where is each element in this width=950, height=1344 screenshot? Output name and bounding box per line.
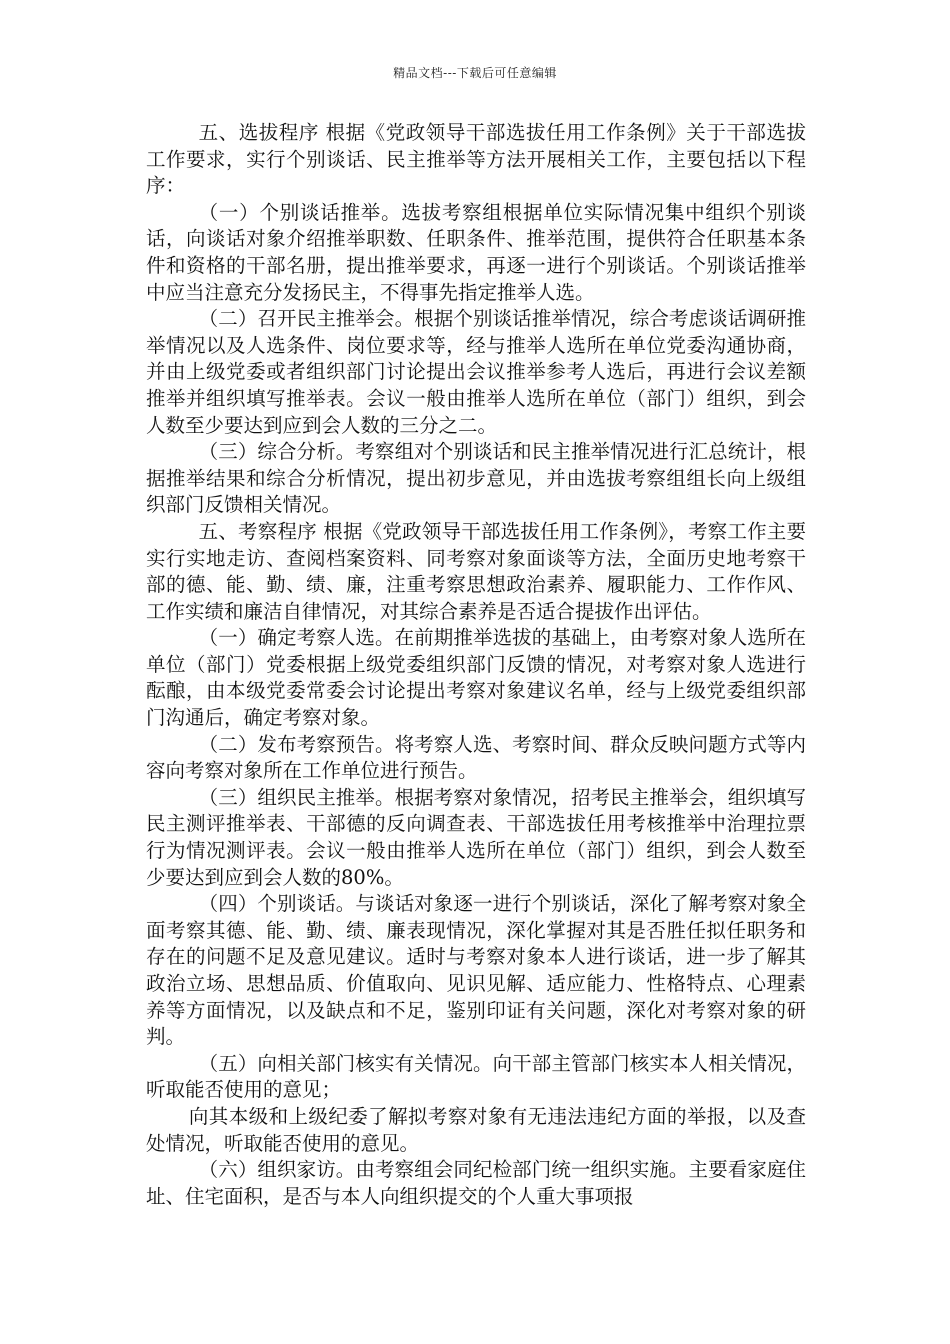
paragraph: 五、考察程序 根据《党政领导干部选拔任用工作条例》，考察工作主要实行实地走访、查阅档案资料、同考察对象面谈等方法，全面历史地考察干部的德、能、勤、绩、廉，注重考察思想政治素养、履职能力、工作作风、工作实绩和廉洁自律情况，对其综合素养是否适合提拔作出评估。 — [146, 519, 806, 623]
paragraph: （一）确定考察人选。在前期推举选拔的基础上，由考察对象人选所在单位（部门）党委根据上级党委组织部门反馈的情况，对考察对象人选进行酝酿，由本级党委常委会讨论提出考察对象建议名单，经与上级党委组织部门沟通后，确定考察对象。 — [146, 626, 806, 730]
paragraph: （四）个别谈话。与谈话对象逐一进行个别谈话，深化了解考察对象全面考察其德、能、勤、绩、廉表现情况，深化掌握对其是否胜任拟任职务和存在的问题不足及意见建议。适时与考察对象本人进行谈话，进一步了解其政治立场、思想品质、价值取向、见识见解、适应能力、性格特点、心理素养等方面情况，以及缺点和不足，鉴别印证有关问题，深化对考察对象的研判。 — [146, 892, 806, 1049]
paragraph: 五、选拔程序 根据《党政领导干部选拔任用工作条例》关于干部选拔工作要求，实行个别谈话、民主推举等方法开展相关工作，主要包括以下程序： — [146, 121, 806, 198]
document-body — [146, 120, 806, 1210]
paragraph: （二）发布考察预告。将考察人选、考察时间、群众反映问题方式等内容向考察对象所在工作单位进行预告。 — [146, 732, 806, 783]
page-header: 精品文档---下载后可任意编辑 — [393, 66, 557, 80]
paragraph: （三）组织民主推举。根据考察对象情况，招考民主推举会，组织填写民主测评推举表、干部德的反向调查表、干部选拔任用考核推举中治理拉票行为情况测评表。会议一般由推举人选所在单位（部门）组织，到会人数至少要达到应到会人数的80%。 — [146, 785, 806, 889]
paragraph: （六）组织家访。由考察组会同纪检部门统一组织实施。主要看家庭住址、住宅面积，是否与本人向组织提交的个人重大事项报 — [146, 1158, 806, 1208]
paragraph: 向其本级和上级纪委了解拟考察对象有无违法违纪方面的举报，以及查处情况，听取能否使用的意见。 — [146, 1104, 806, 1155]
paragraph: （三）综合分析。考察组对个别谈话和民主推举情况进行汇总统计，根据推举结果和综合分析情况，提出初步意见，并由选拔考察组组长向上级组织部门反馈相关情况。 — [146, 440, 806, 517]
paragraph: （五）向相关部门核实有关情况。向干部主管部门核实本人相关情况，听取能否使用的意见； — [146, 1051, 806, 1102]
paragraph: （一）个别谈话推举。选拔考察组根据单位实际情况集中组织个别谈话，向谈话对象介绍推举职数、任职条件、推举范围，提供符合任职基本条件和资格的干部名册，提出推举要求，再逐一进行个别谈话。个别谈话推举中应当注意充分发扬民主，不得事先指定推举人选。 — [146, 200, 806, 304]
paragraph: （二）召开民主推举会。根据个别谈话推举情况，综合考虑谈话调研推举情况以及人选条件、岗位要求等，经与推举人选所在单位党委沟通协商，并由上级党委或者组织部门讨论提出会议推举参考人选后，再进行会议差额推举并组织填写推举表。会议一般由推举人选所在单位（部门）组织，到会人数至少要达到应到会人数的三分之二。 — [146, 307, 806, 437]
